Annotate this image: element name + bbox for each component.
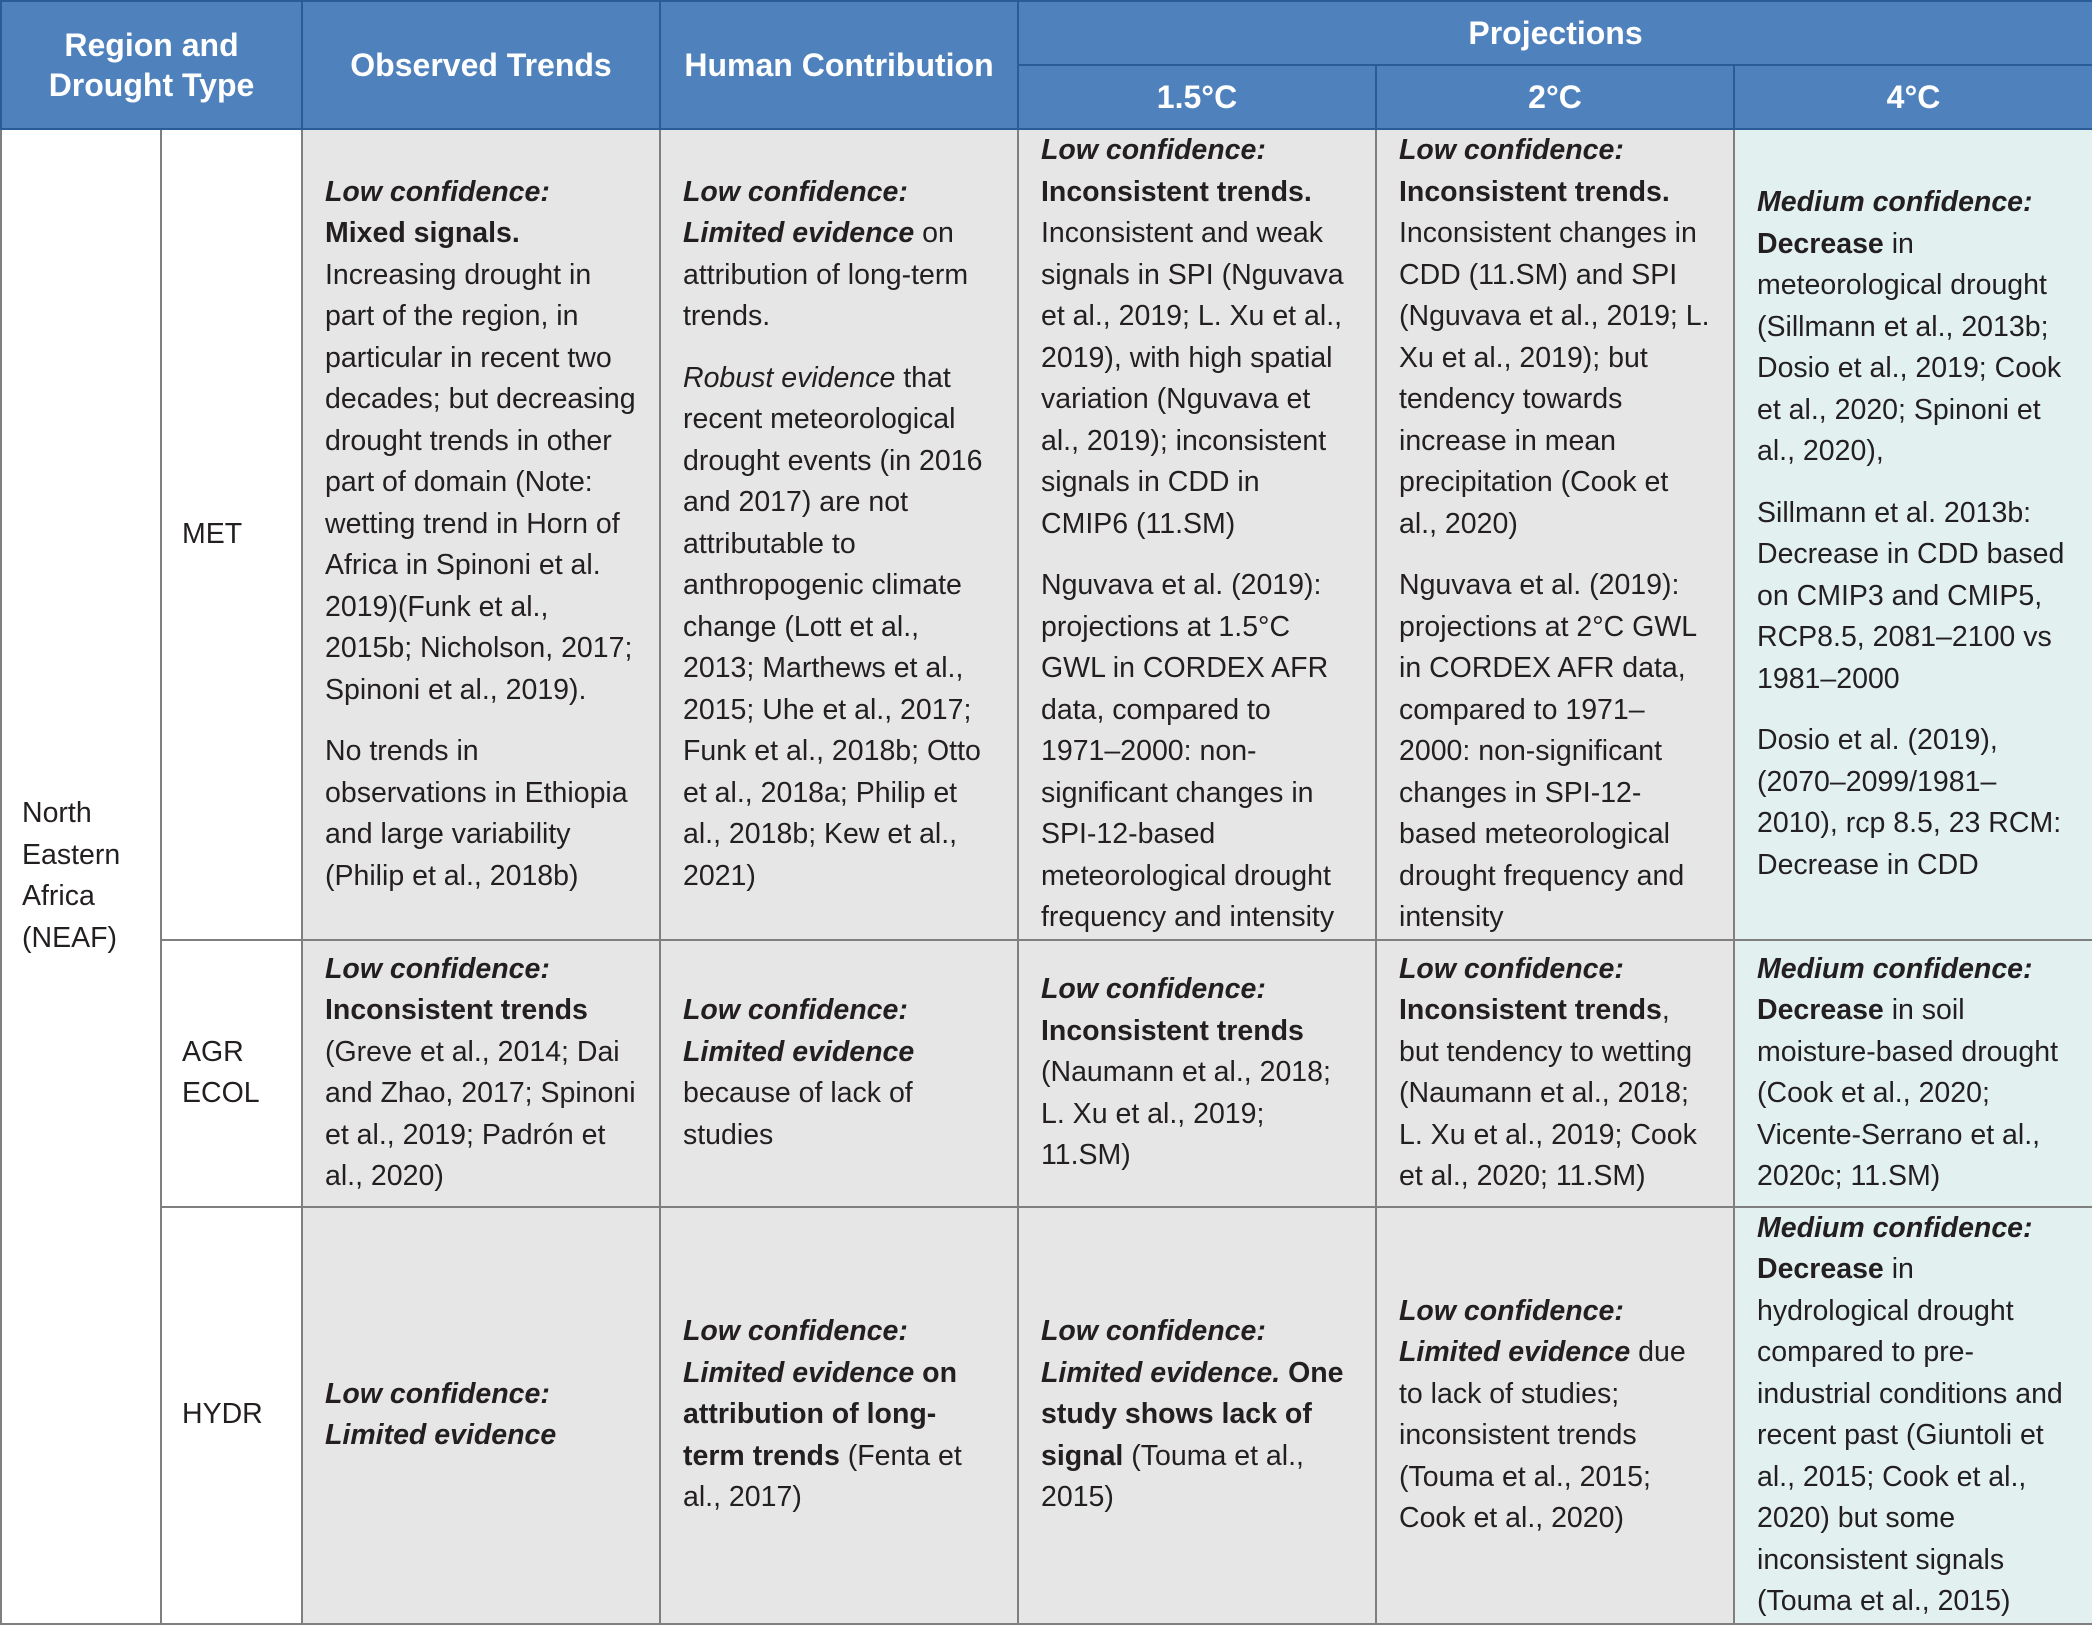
text-segment: Low confidence: Limited evidence. — [1041, 1315, 1281, 1389]
observed-trends-text — [325, 172, 637, 712]
text-segment: Inconsistent trends. — [1399, 175, 1670, 208]
text-segment: Medium confidence: — [1757, 1211, 2033, 1244]
text-segment: Low confidence: — [1041, 134, 1266, 166]
header-observed-trends: Observed Trends — [302, 1, 660, 129]
text-segment: Inconsistent trends. — [1041, 175, 1312, 208]
text-segment: Medium confidence: — [1757, 186, 2033, 219]
text-segment: Low confidence: — [1399, 134, 1624, 166]
text-segment: Inconsistent trends — [1399, 994, 1662, 1026]
text-segment: on attribution of long-term trends — [683, 1356, 957, 1472]
text-segment: Low confidence: — [325, 952, 550, 985]
projection-2c-note: Nguvava et al. (2019): projections at 2°C GWL in CORDEX AFR data, compared to 1971–2000: non-significant changes in SPI-12-based meteorological drought frequency and intensity — [1399, 569, 1697, 933]
human-contribution-cell — [660, 129, 1018, 940]
projection-4c-text — [1757, 949, 2070, 1198]
text-segment: (Greve et al., 2014; Dai and Zhao, 2017; Spinoni et al., 2019; Padrón et al., 2020) — [325, 1035, 636, 1192]
text-segment: due to lack of studies; inconsistent trends (Touma et al., 2015; Cook et al., 2020) — [1399, 1336, 1686, 1534]
text-segment: Low confidence: Limited evidence — [683, 994, 915, 1068]
observed-trends-cell — [302, 940, 660, 1207]
header-projection-4c: 4°C — [1734, 65, 2092, 129]
human-contribution-note — [683, 358, 995, 898]
observed-trends-text — [325, 949, 637, 1198]
text-segment: on attribution of long-term trends. — [683, 217, 969, 332]
region-name: North Eastern Africa (NEAF) — [22, 797, 121, 954]
text-segment: Low confidence: — [325, 175, 550, 208]
text-segment: Low confidence: — [1399, 952, 1624, 985]
text-segment: Inconsistent trends — [325, 994, 588, 1026]
text-segment: Decrease — [1757, 994, 1884, 1026]
projection-4c-text — [1757, 182, 2070, 473]
drought-type-label: MET — [182, 517, 243, 550]
text-segment: in hydrological drought compared to pre-industrial conditions and recent past (Giuntoli et al., 2015; Cook et al., 2020) but some inconsistent signals (Touma et al., 2015) — [1757, 1253, 2063, 1617]
projection-4c-cell — [1734, 940, 2092, 1207]
projection-4c-text — [1757, 1208, 2070, 1623]
header-projection-1-5c: 1.5°C — [1018, 65, 1376, 129]
observed-trends-note: No trends in observations in Ethiopia and large variability (Philip et al., 2018b) — [325, 735, 628, 892]
table-row-agr-ecol — [1, 940, 2092, 1207]
text-segment: Robust evidence — [683, 361, 896, 394]
table-row-hydr — [1, 1207, 2092, 1624]
projection-1-5c-text — [1041, 1311, 1353, 1519]
projection-2c-text — [1399, 130, 1711, 545]
text-segment: (Fenta et al., 2017) — [683, 1439, 962, 1514]
projection-2c-cell — [1376, 1207, 1734, 1624]
text-segment: Inconsistent changes in CDD (11.SM) and SPI (Nguvava et al., 2019; L. Xu et al., 2019); but tendency towards increase in mean precipitation (Cook et al., 2020) — [1399, 217, 1710, 540]
text-segment: Low confidence: — [1041, 973, 1266, 1006]
projection-1-5c-cell — [1018, 129, 1376, 940]
projection-2c-text — [1399, 1291, 1711, 1540]
text-segment: Increasing drought in part of the region, in particular in recent two decades; but decreasing drought trends in other part of domain (Note: wetting trend in Horn of Africa in Spinoni et al. 2019)(Funk et al., 2015b; Nicholson, 2017; Spinoni et al., 2019). — [325, 258, 636, 706]
projection-4c-cell — [1734, 129, 2092, 940]
human-contribution-cell — [660, 1207, 1018, 1624]
text-segment: Mixed signals. — [325, 217, 520, 249]
region-name-cell — [1, 129, 161, 1624]
header-projections: Projections — [1018, 1, 2092, 65]
projection-1-5c-cell — [1018, 1207, 1376, 1624]
text-segment: Low confidence: Limited evidence — [325, 1377, 557, 1451]
text-segment: Low confidence: Limited evidence — [683, 1315, 915, 1389]
drought-type-label: HYDR — [182, 1398, 263, 1431]
human-contribution-cell — [660, 940, 1018, 1207]
projection-1-5c-cell — [1018, 940, 1376, 1207]
projection-1-5c-note: Nguvava et al. (2019): projections at 1.5°C GWL in CORDEX AFR data, compared to 1971–2000: non-significant changes in SPI-12-based meteorological drought frequency and intensity — [1041, 569, 1335, 933]
text-segment: in soil moisture-based drought (Cook et al., 2020; Vicente-Serrano et al., 2020c; 11.SM) — [1757, 994, 2059, 1192]
header-human-contribution: Human Contribution — [660, 1, 1018, 129]
text-segment: , but tendency to wetting (Naumann et al., 2018; L. Xu et al., 2019; Cook et al., 2020; 11.SM) — [1399, 994, 1697, 1192]
text-segment: (Naumann et al., 2018; L. Xu et al., 2019; 11.SM) — [1041, 1056, 1331, 1172]
drought-type-cell — [161, 1207, 302, 1624]
projection-4c-note-2: Dosio et al. (2019), (2070–2099/1981–2010), rcp 8.5, 23 RCM: Decrease in CDD — [1757, 724, 2062, 881]
header-projection-2c: 2°C — [1376, 65, 1734, 129]
observed-trends-cell — [302, 129, 660, 940]
text-segment: Low confidence: Limited evidence — [683, 175, 915, 249]
projection-4c-cell — [1734, 1207, 2092, 1624]
header-region-drought-type: Region and Drought Type — [1, 1, 302, 129]
text-segment: Decrease — [1757, 1253, 1884, 1285]
table-row-met — [1, 129, 2092, 940]
observed-trends-cell — [302, 1207, 660, 1624]
projection-2c-cell — [1376, 129, 1734, 940]
text-segment: (Touma et al., 2015) — [1041, 1439, 1304, 1514]
human-contribution-text — [683, 990, 995, 1156]
projection-1-5c-text — [1041, 130, 1353, 545]
text-segment: Inconsistent trends — [1041, 1014, 1304, 1047]
human-contribution-text — [683, 1311, 995, 1519]
projection-4c-note: Sillmann et al. 2013b: Decrease in CDD based on CMIP3 and CMIP5, RCP8.5, 2081–2100 vs 1981–2000 — [1757, 496, 2065, 695]
projection-1-5c-text — [1041, 969, 1353, 1177]
projection-2c-cell — [1376, 940, 1734, 1207]
text-segment: Decrease — [1757, 227, 1884, 260]
text-segment: that recent meteorological drought events (in 2016 and 2017) are not attributable to anthropogenic climate change (Lott et al., 2013; Marthews et al., 2015; Uhe et al., 2017; Funk et al., 2018b; Otto et al., 2018a; Philip et al., 2018b; Kew et al., 2021) — [683, 361, 983, 892]
human-contribution-text — [683, 172, 995, 338]
text-segment: Inconsistent and weak signals in SPI (Nguvava et al., 2019; L. Xu et al., 2019), with high spatial variation (Nguvava et al., 2019); inconsistent signals in CDD in CMIP6 (11.SM) — [1041, 217, 1344, 540]
projection-2c-text — [1399, 949, 1711, 1198]
drought-type-cell — [161, 129, 302, 940]
text-segment: One study shows lack of signal — [1041, 1356, 1344, 1472]
drought-type-label: AGR ECOL — [182, 1035, 260, 1109]
text-segment: Medium confidence: — [1757, 952, 2033, 985]
text-segment: Low confidence: Limited evidence — [1399, 1294, 1631, 1368]
text-segment: because of lack of studies — [683, 1077, 913, 1151]
drought-type-cell — [161, 940, 302, 1207]
text-segment: in meteorological drought (Sillmann et al., 2013b; Dosio et al., 2019; Cook et al., 2020; Spinoni et al., 2020), — [1757, 227, 2062, 468]
observed-trends-text — [325, 1374, 637, 1457]
